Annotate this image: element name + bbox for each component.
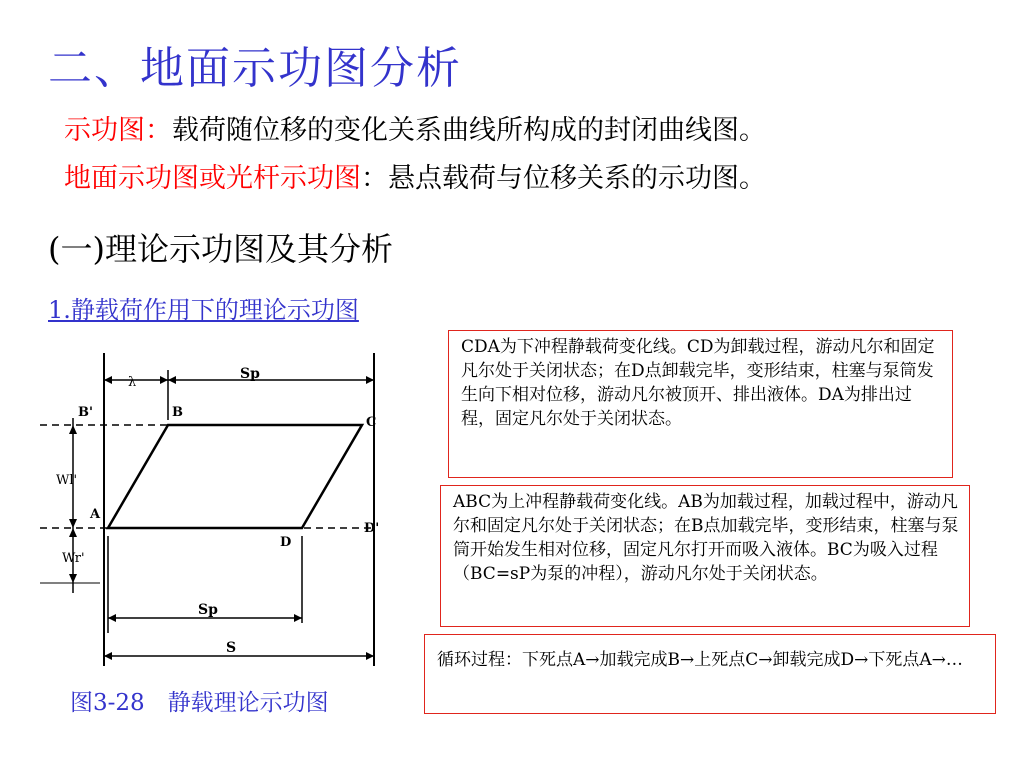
label-d-prime: D'	[364, 521, 380, 536]
figure-caption: 图3-28 静载理论示功图	[70, 690, 329, 716]
label-a: A	[90, 507, 101, 522]
note-cycle: 循环过程：下死点A→加载完成B→上死点C→卸载完成D→下死点A→…	[424, 634, 996, 714]
page-title: 二、地面示功图分析	[48, 43, 462, 94]
definition-surface-diagram	[64, 156, 766, 195]
note-upstroke: ABC为上冲程静载荷变化线。AB为加载过程，加载过程中，游动凡尔和固定凡尔处于关闭状态；在B点加载完毕，变形结束，柱塞与泵筒开始发生相对位移，固定凡尔打开而吸入液体。BC为吸入过程（BC=sP为泵的冲程），游动凡尔处于关闭状态。	[440, 485, 970, 627]
wl-label: Wl'	[56, 473, 78, 488]
label-d: D	[280, 535, 292, 550]
label-b: B	[172, 405, 183, 420]
note-downstroke: CDA为下冲程静载荷变化线。CD为卸载过程，游动凡尔和固定凡尔处于关闭状态；在D点卸载完毕，变形结束，柱塞与泵筒发生向下相对位移，游动凡尔被顶开、排出液体。DA为排出过程，固定凡尔处于关闭状态。	[448, 330, 953, 478]
definition-indicator-diagram	[64, 108, 766, 147]
definition-text: 载荷随位移的变化关系曲线所构成的封闭曲线图。	[172, 115, 766, 146]
indicator-diagram-figure	[40, 348, 395, 670]
definition-term: 示功图：	[64, 115, 172, 146]
definition-text: ：悬点载荷与位移关系的示功图。	[361, 163, 766, 194]
subsection-link[interactable]: 1.静载荷作用下的理论示功图	[48, 296, 359, 324]
label-b-prime: B'	[78, 405, 93, 420]
label-c: C	[366, 415, 377, 430]
sp-bottom-label: Sp	[198, 602, 218, 618]
wr-label: Wr'	[62, 551, 85, 566]
lambda-label: λ	[128, 375, 137, 390]
definition-term: 地面示功图或光杆示功图	[64, 163, 361, 194]
section-heading: (一)理论示功图及其分析	[48, 230, 393, 268]
s-label: S	[226, 640, 237, 656]
sp-top-label: Sp	[240, 366, 260, 382]
